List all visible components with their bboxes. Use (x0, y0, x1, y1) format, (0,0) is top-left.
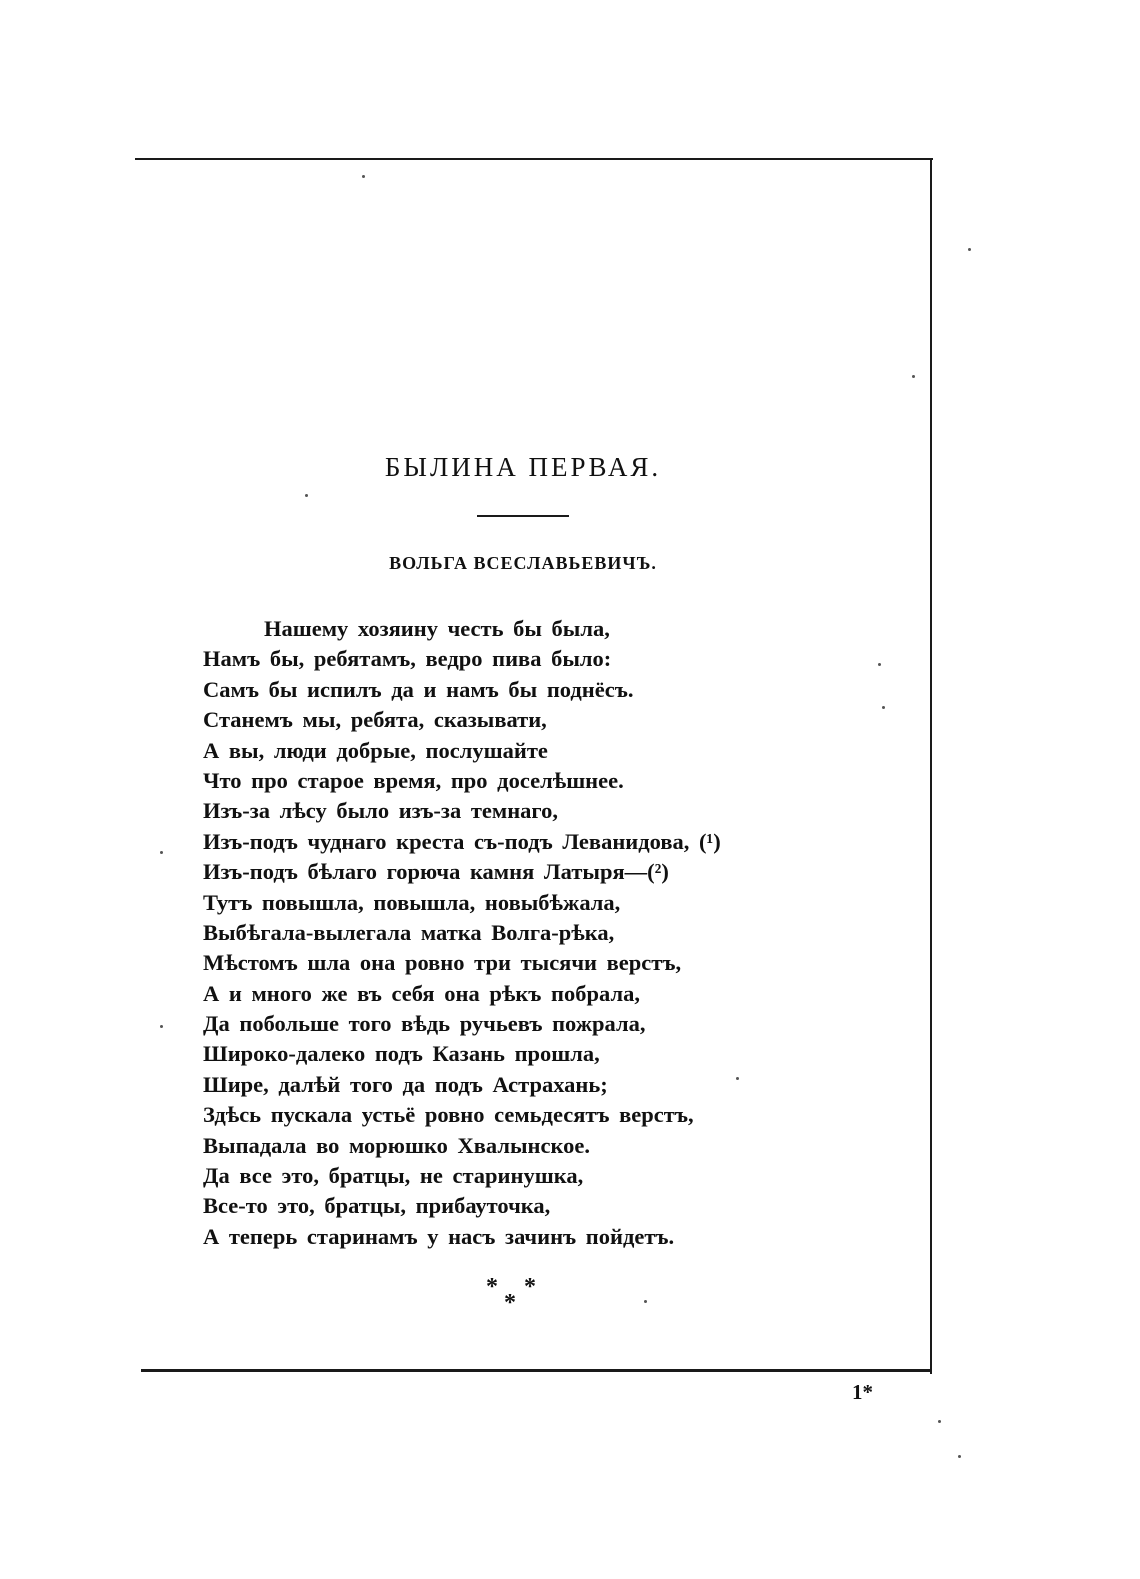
scan-speck (912, 375, 915, 378)
poem-line: Выбѣгала-вылегала матка Волга-рѣка, (203, 919, 615, 945)
scan-speck (968, 248, 971, 251)
section-separator (482, 1270, 546, 1320)
separator-star: * (504, 1290, 516, 1316)
poem-line: Широко-далеко подъ Казань прошла, (203, 1041, 600, 1067)
poem-line: Мѣстомъ шла она ровно три тысячи верстъ, (203, 950, 682, 976)
scan-speck (878, 663, 881, 666)
poem-line: Изъ-за лѣсу было изъ-за темнаго, (203, 798, 558, 824)
poem-line: Нашему хозяину честь бы была, (264, 616, 610, 641)
title-divider (477, 515, 569, 517)
separator-star: * (524, 1274, 536, 1300)
poem-line: Что про старое время, про доселѣшнее. (203, 767, 624, 793)
poem-line: А вы, люди добрые, послушайте (203, 737, 548, 763)
page-title: БЫЛИНА ПЕРВАЯ. (384, 452, 662, 482)
scan-speck (938, 1420, 941, 1423)
poem-line: Все-то это, братцы, прибауточка, (203, 1193, 551, 1219)
scan-speck (362, 175, 365, 178)
poem-body (203, 614, 843, 1252)
poem-line: Шире, далѣй того да подъ Астрахань; (203, 1071, 608, 1097)
poem-line: Самъ бы испилъ да и намъ бы поднёсъ. (203, 676, 634, 702)
scan-speck (736, 1077, 739, 1080)
poem-line: Изъ-подъ бѣлаго горюча камня Латыря—(²) (203, 859, 669, 885)
scan-speck (305, 494, 308, 497)
scan-speck (160, 1025, 163, 1028)
poem-line: Да все это, братцы, не старинушка, (203, 1163, 584, 1189)
scan-speck (958, 1455, 961, 1458)
poem-line: Здѣсь пускала устьё ровно семьдесятъ верстъ, (203, 1102, 694, 1128)
scan-speck (160, 851, 163, 854)
poem-line: Да побольше того вѣдь ручьевъ пожрала, (203, 1011, 646, 1037)
poem-line: Тутъ повышла, повышла, новыбѣжала, (203, 889, 621, 915)
scan-speck (644, 1300, 647, 1303)
page-number: 1* (852, 1380, 873, 1404)
poem-line: А теперь старинамъ у насъ зачинъ пойдетъ. (203, 1223, 675, 1249)
poem-line: Выпадала во морюшко Хвалынское. (203, 1132, 591, 1158)
poem-line: Станемъ мы, ребята, сказывати, (203, 707, 547, 733)
poem-line: Изъ-подъ чуднаго креста съ-подъ Леванидова, (¹) (203, 828, 721, 854)
scan-speck (882, 706, 885, 709)
separator-star: * (486, 1274, 498, 1300)
frame-bottom-rule (141, 1369, 931, 1372)
frame-right-rule (930, 158, 932, 1374)
poem-line: Намъ бы, ребятамъ, ведро пива было: (203, 646, 612, 672)
poem-subtitle: ВОЛЬГА ВСЕСЛАВЬЕВИЧЪ. (389, 553, 657, 573)
frame-top-rule (135, 158, 933, 160)
poem-line: А и много же въ себя она рѣкъ побрала, (203, 980, 640, 1006)
